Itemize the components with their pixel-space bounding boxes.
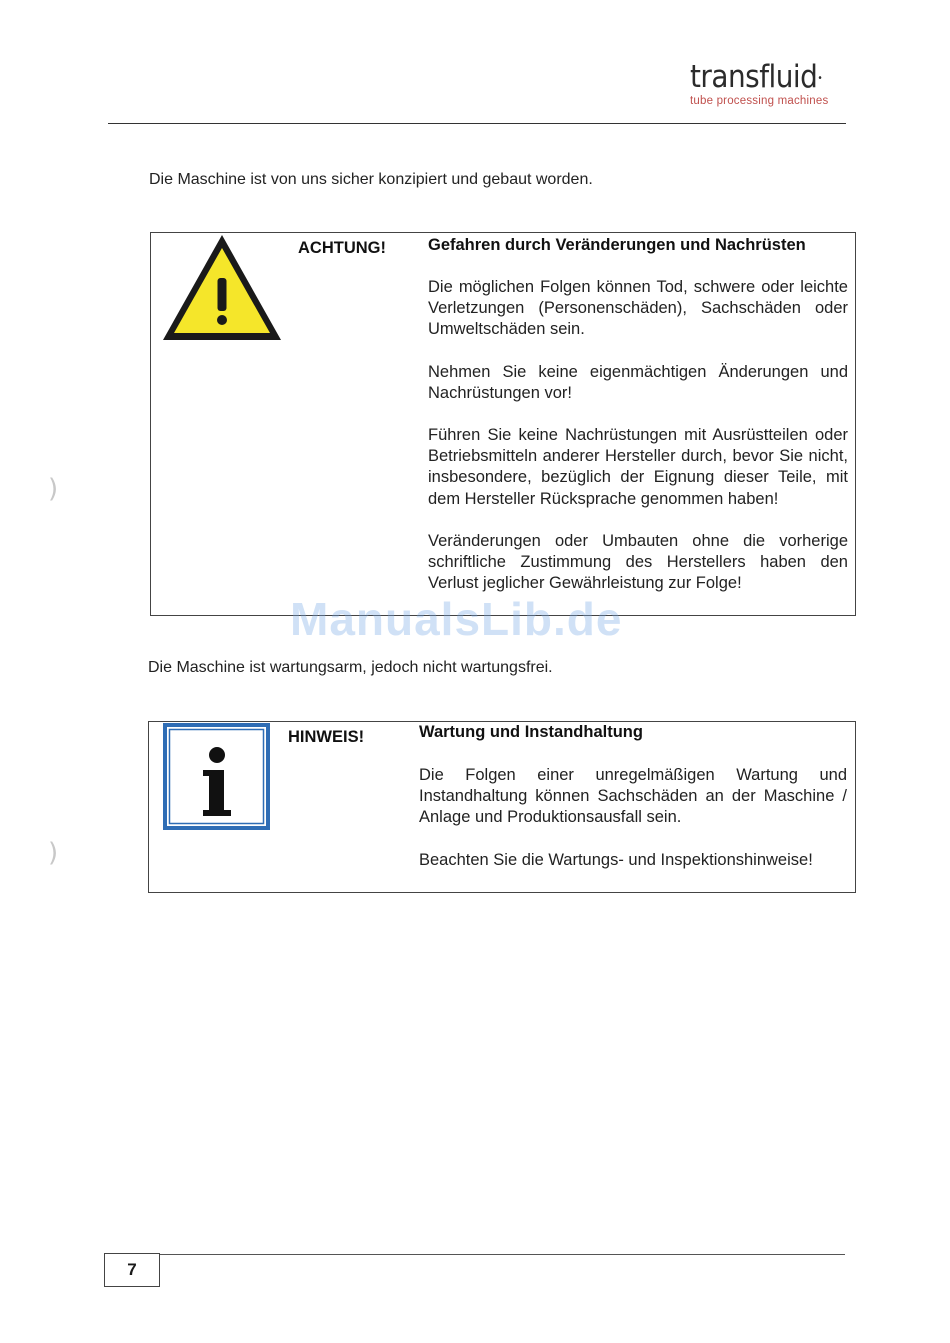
- warning-label: ACHTUNG!: [298, 239, 386, 257]
- notice-box: [148, 721, 856, 893]
- header-rule: [108, 123, 846, 124]
- warning-paragraph: Nehmen Sie keine eigenmächtigen Änderungen und Nachrüstungen vor!: [428, 362, 848, 402]
- page-number: 7: [104, 1253, 160, 1287]
- notice-paragraph: Beachten Sie die Wartungs- und Inspektionshinweise!: [419, 850, 813, 869]
- warning-paragraph: Veränderungen oder Umbauten ohne die vorherige schriftliche Zustimmung des Herstellers haben den Verlust jeglicher Gewährleistung zur Folge!: [428, 531, 848, 593]
- brand-logo: [690, 60, 850, 108]
- intro-text: Die Maschine ist von uns sicher konzipiert und gebaut worden.: [149, 171, 593, 188]
- brand-tagline: tube processing machines: [690, 95, 829, 107]
- info-icon: [162, 722, 272, 832]
- warning-paragraph: Die möglichen Folgen können Tod, schwere oder leichte Verletzungen (Personenschäden), Sachschäden oder Umweltschäden sein.: [428, 278, 848, 339]
- warning-box: [150, 232, 856, 616]
- watermark: ManualsLib.de: [290, 593, 623, 645]
- notice-label: HINWEIS!: [288, 728, 365, 746]
- punch-hole-mark: ): [48, 838, 59, 868]
- warning-text: [428, 277, 848, 594]
- brand-mark: •: [817, 73, 823, 84]
- maintenance-text: Die Maschine ist wartungsarm, jedoch nicht wartungsfrei.: [148, 659, 553, 676]
- punch-hole-mark: ): [48, 474, 59, 504]
- warning-title: Gefahren durch Veränderungen und Nachrüsten: [428, 236, 806, 254]
- footer-rule: [160, 1254, 845, 1255]
- brand-name: transfluid: [690, 59, 818, 95]
- notice-text: [419, 765, 847, 871]
- notice-title: Wartung und Instandhaltung: [419, 723, 643, 741]
- notice-paragraph: Die Folgen einer unregelmäßigen Wartung und Instandhaltung können Sachschäden an der Maschine / Anlage und Produktionsausfall sein.: [419, 766, 847, 827]
- warning-paragraph: Führen Sie keine Nachrüstungen mit Ausrüstteilen oder Betriebsmitteln anderer Hersteller durch, bevor Sie nicht, insbesondere, bezüglich der Eignung dieser Teile, mit dem Hersteller Rücksprache genommen haben!: [428, 426, 848, 508]
- warning-triangle-icon: [160, 232, 284, 344]
